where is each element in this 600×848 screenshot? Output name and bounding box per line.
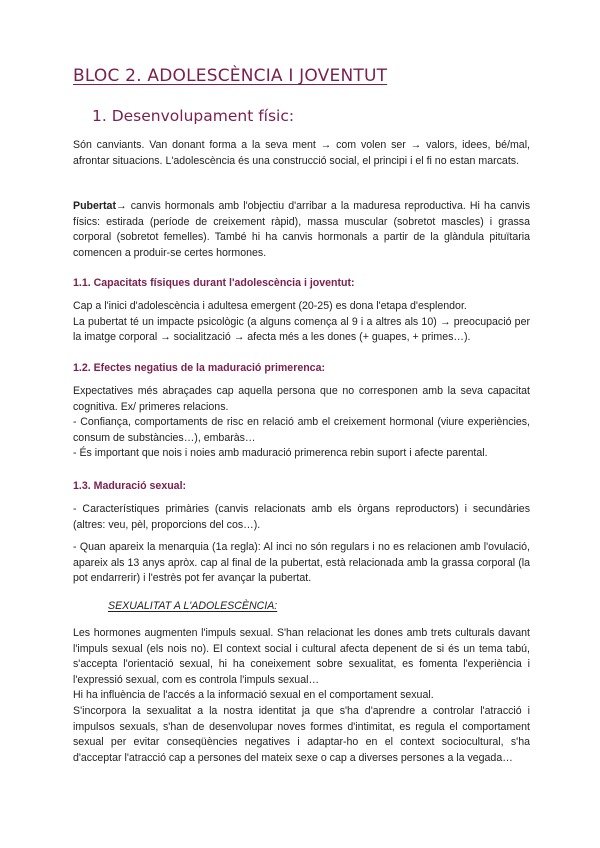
paragraph-intro: Són canviants. Van donant forma a la seva ment → com volen ser → valors, idees, bé/mal, afrontar situacions. L'adolescència és una construcció social, el principi i el fi no estan marcats. xyxy=(73,139,530,167)
subheading-1-1: 1.1. Capacitats físiques durant l'adolescència i joventut: xyxy=(73,277,355,289)
paragraph-1-2-line-b: - Confiança, comportaments de risc en relació amb el creixement hormonal (viure experiències, consum de substàncies…), embaràs… xyxy=(73,416,530,444)
paragraph-1-1-line-a: Cap a l'inici d'adolescència i adultesa emergent (20-25) es dona l'etapa d'esplendor. xyxy=(73,300,467,312)
paragraph-1-3-b: - Quan apareix la menarquia (1a regla): Al inci no són regulars i no es relacionen amb l'ovulació, apareix als 13 anys apròx. cap al final de la pubertat, està relacionada amb la grassa corporal (la pot endarrerir) i l'estrès pot fer avançar la pubertat. xyxy=(73,541,530,585)
paragraph-pubertat xyxy=(73,199,530,261)
paragraph-sexualitat-c: S'incorpora la sexualitat a la nostra identitat ja que s'ha d'aprendre a controlar l'atracció i impulsos sexuals, s'han de desenvolupar noves formes d'intimitat, es regula el comportament sexual per evitar conseqüències negatives i adaptar-ho en el context sociocultural, s'ha d'acceptar l'atracció cap a persones del mateix sexe o cap a diverses persones a la vegada… xyxy=(73,704,530,764)
paragraph-sexualitat-b: Hi ha influència de l'accés a la informació sexual en el comportament sexual. xyxy=(73,689,434,702)
paragraph-1-1 xyxy=(73,299,530,346)
subheading-sexualitat: SEXUALITAT A L'ADOLESCÈNCIA: xyxy=(108,600,278,612)
paragraph-1-3-a: - Característiques primàries (canvis relacionats amb els òrgans reproductors) i secundàries (altres: veu, pèl, proporcions del cos…). xyxy=(73,503,530,531)
pubertat-text: → canvis hormonals amb l'objectiu d'arribar a la maduresa reproductiva. Hi ha canvis físics: estirada (període de creixement ràpid), massa muscular (sobretot mascles) i grassa corporal (sobretot femelles). També hi ha canvis hormonals a partir de la glàndula pituïtaria comencen a produir-se certes hormones. xyxy=(73,200,530,259)
term-pubertat: Pubertat xyxy=(73,200,116,212)
paragraph-1-2-line-a: Expectatives més abraçades cap aquella persona que no corresponen amb la seva capacitat cognitiva. Ex/ primeres relacions. xyxy=(73,385,530,413)
paragraph-1-2 xyxy=(73,384,530,462)
paragraph-sexualitat xyxy=(73,626,530,766)
paragraph-sexualitat-a: Les hormones augmenten l'impuls sexual. S'han relacionat les dones amb trets culturals davant l'impuls sexual (els nois no). El context social i cultural afecta depenent de si és un tema tabú, s'accepta l'orientació sexual, hi ha coneixement sobre sexualitat, es fomenta l'experiència i l'expressió sexual, com es controla l'impuls sexual… xyxy=(73,627,530,686)
paragraph-1-1-line-b: La pubertat té un impacte psicològic (a alguns comença al 9 i a altres als 10) → preocupació per la imatge corporal → socialització → afecta més a les dones (+ guapes, + primes…). xyxy=(73,315,530,344)
page-title: BLOC 2. ADOLESCÈNCIA I JOVENTUT xyxy=(73,66,388,86)
subheading-1-3: 1.3. Maduració sexual: xyxy=(73,480,187,492)
subheading-1-2: 1.2. Efectes negatius de la maduració primerenca: xyxy=(73,362,325,374)
paragraph-1-2-line-c: - És important que nois i noies amb maduració primerenca rebin suport i afecte parental. xyxy=(73,447,488,460)
section-heading-desenvolupament: 1. Desenvolupament físic: xyxy=(92,107,295,125)
